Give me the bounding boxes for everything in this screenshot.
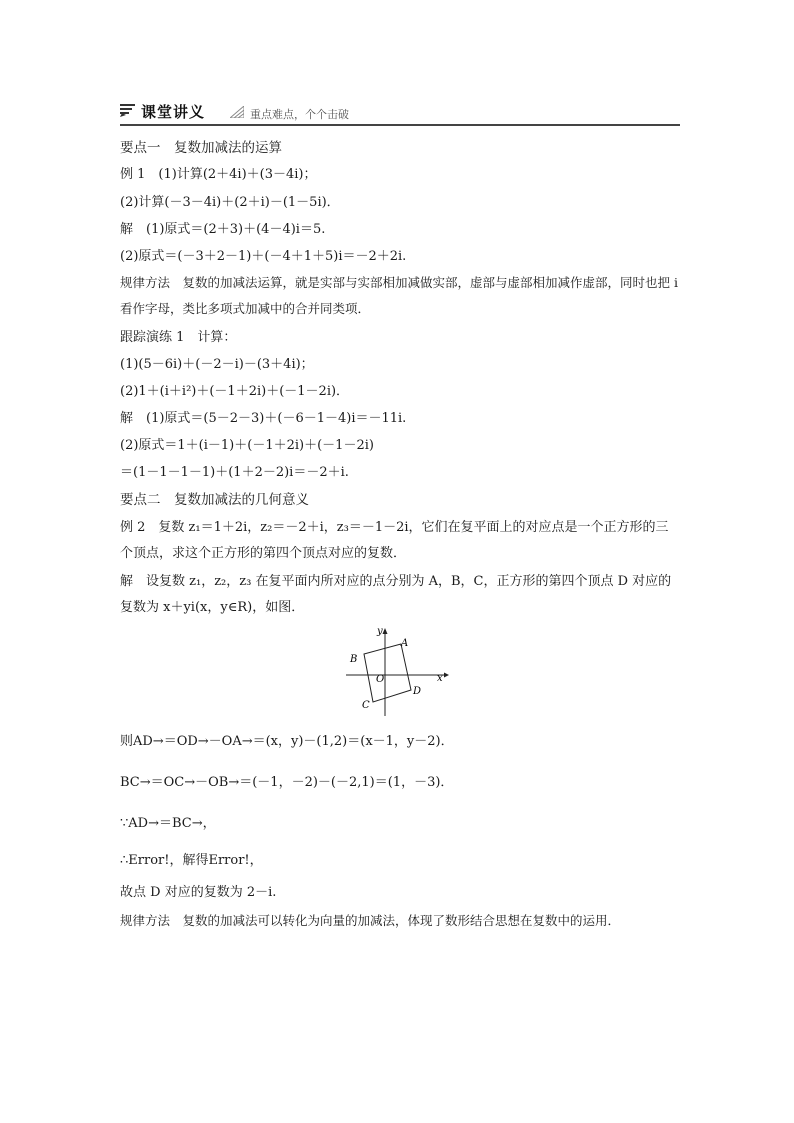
triangle-stripes-icon (230, 106, 244, 118)
example-2-text: 例 2 复数 z₁＝1＋2i，z₂＝－2＋i，z₃＝－1－2i，它们在复平面上的对应点是一个正方形的三个顶点，求这个正方形的第四个顶点对应的复数． (120, 520, 669, 561)
section-heading-1: 要点一 复数加减法的运算 (120, 140, 282, 156)
section-header (120, 100, 680, 126)
practice-solution-1: 解 (1)原式＝(5－2－3)＋(－6－1－4)i＝－11i. (120, 411, 407, 426)
point-d-label: D (413, 686, 422, 697)
y-axis-arrow (383, 628, 388, 634)
vector-equality-line: ∵AD→＝BC→， (120, 816, 216, 831)
point-a-label: A (401, 638, 409, 649)
example-1-part-1: 例 1 (1)计算(2＋4i)＋(3－4i)； (120, 167, 317, 182)
vector-bc-line: BC→＝OC→－OB→＝(－1，－2)－(－2,1)＝(1，－3)． (120, 775, 454, 790)
conclusion-line: 故点 D 对应的复数为 2－i. (120, 885, 277, 900)
header-title: 课堂讲义 (141, 103, 206, 121)
practice-1-part-1: (1)(5－6i)＋(－2－i)－(3＋4i)； (120, 357, 314, 372)
origin-label: O (376, 674, 385, 685)
solution-1-part-2: (2)原式＝(－3＋2－1)＋(－4＋1＋5)i＝－2＋2i. (120, 249, 407, 264)
practice-solution-2b: ＝(1－1－1－1)＋(1＋2－2)i＝－2＋i. (120, 465, 349, 480)
vector-ad-line: 则AD→＝OD→－OA→＝(x，y)－(1,2)＝(x－1，y－2)． (120, 734, 454, 749)
x-axis-label: x (437, 673, 443, 684)
x-axis-arrow (444, 673, 449, 678)
practice-solution-2a: (2)原式＝1＋(i－1)＋(－1＋2i)＋(－1－2i) (120, 438, 374, 453)
square-abcd (364, 644, 411, 702)
example-1-part-2: (2)计算(－3－4i)＋(2＋i)－(1－5i)． (120, 195, 340, 210)
y-axis-label: y (377, 626, 383, 637)
pen-stripes-icon (120, 103, 136, 117)
practice-1-part-2: (2)1＋(i＋i²)＋(－1＋2i)＋(－1－2i)． (120, 384, 350, 399)
method-note-2: 规律方法 复数的加减法可以转化为向量的加减法，体现了数形结合思想在复数中的运用． (120, 913, 621, 928)
square-diagram (340, 624, 450, 718)
system-solve-line: ∴Error!，解得Error!， (120, 853, 263, 868)
point-c-label: C (362, 700, 370, 711)
practice-1-title: 跟踪演练 1 计算： (120, 330, 237, 345)
point-b-label: B (350, 654, 358, 665)
method-note-1: 规律方法 复数的加减法运算，就是实部与实部相加减做实部，虚部与虚部相加减作虚部，同时也把 i 看作字母，类比多项式加减中的合并同类项． (120, 275, 678, 316)
section-heading-2: 要点二 复数加减法的几何意义 (120, 492, 309, 508)
solution-2-text: 解 设复数 z₁，z₂，z₃ 在复平面内所对应的点分别为 A，B，C，正方形的第四个顶点 D 对应的复数为 x＋yi(x，y∈R)，如图． (120, 574, 672, 615)
solution-1-part-1: 解 (1)原式＝(2＋3)＋(4－4)i＝5. (120, 222, 326, 237)
header-subtitle: 重点难点，个个击破 (250, 108, 349, 121)
